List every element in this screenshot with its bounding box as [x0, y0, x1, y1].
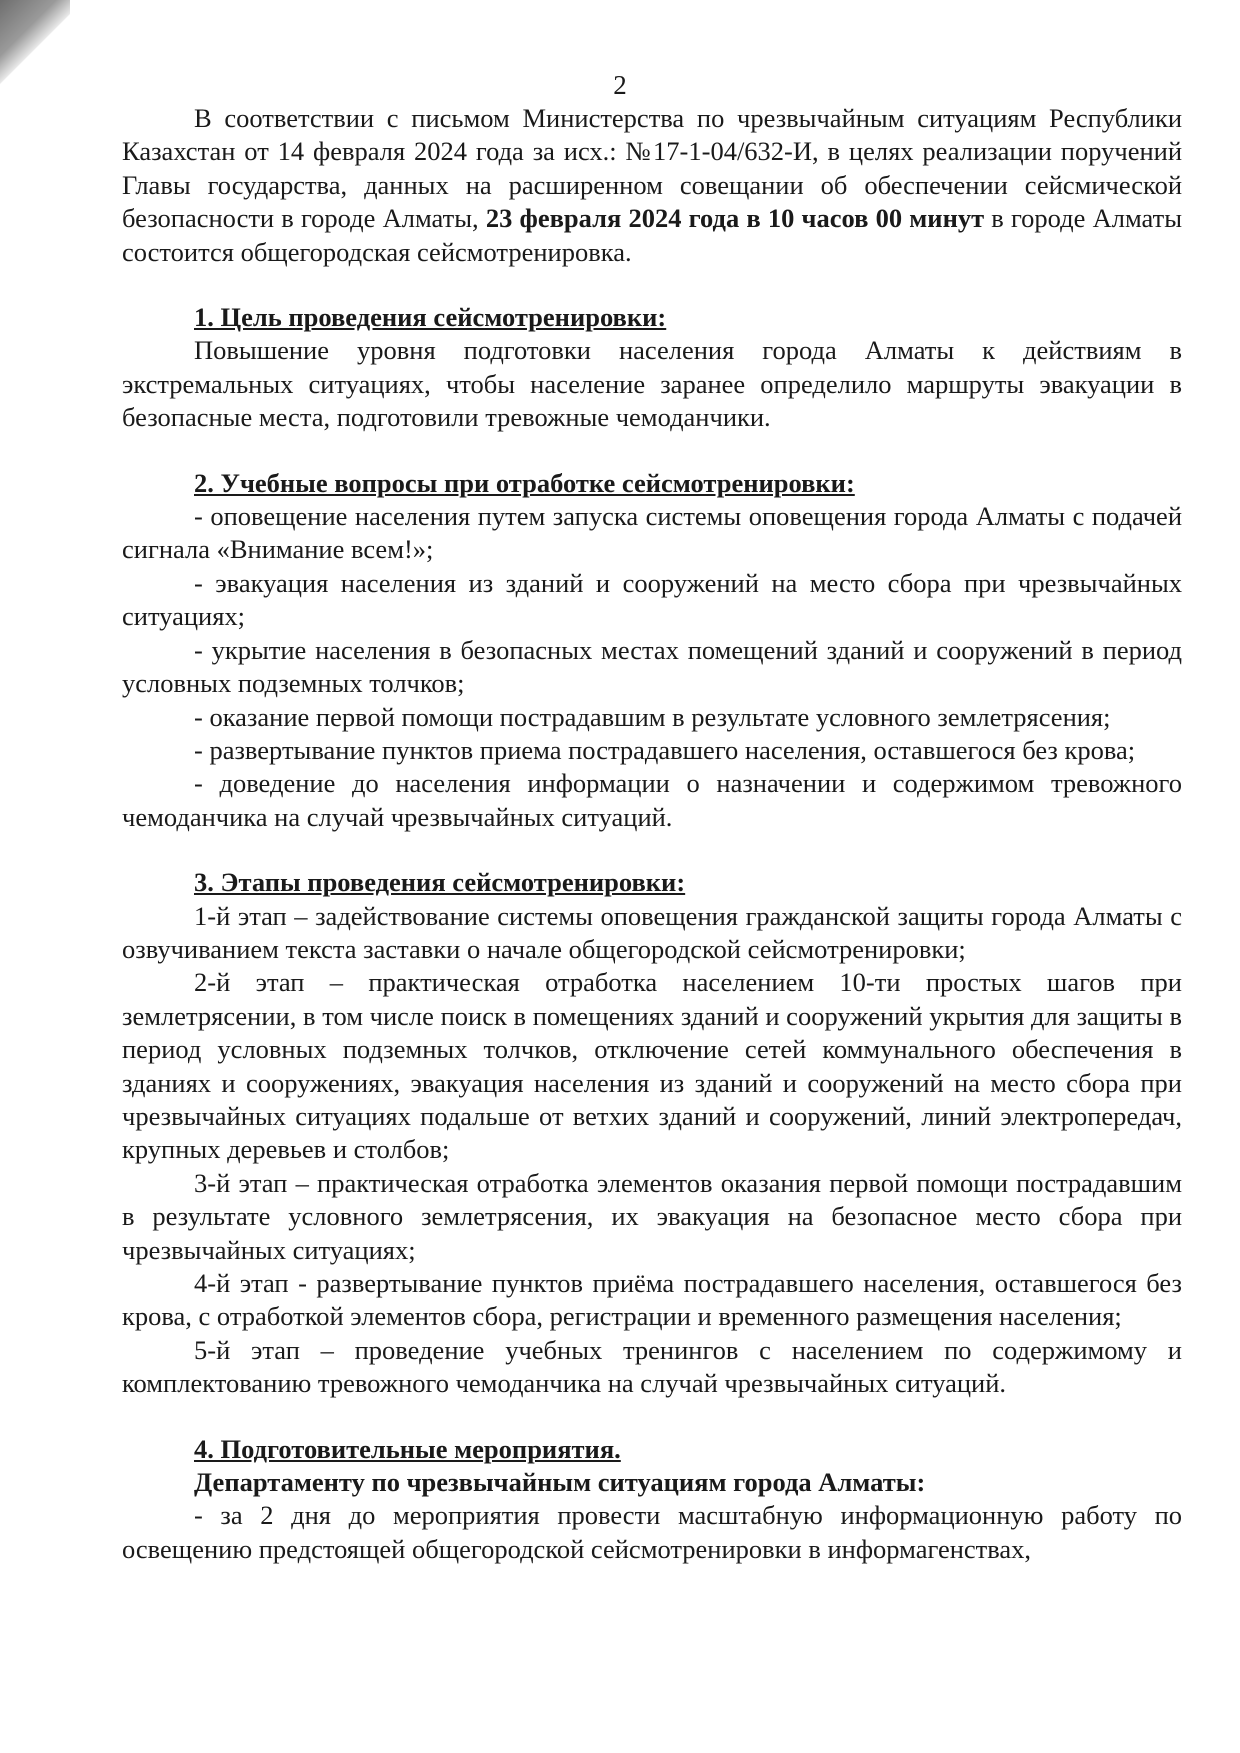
section-3-item: 2-й этап – практическая отработка населением 10-ти простых шагов при землетрясении, в том числе поиск в помещениях зданий и сооружений укрытия для защиты в период условных подземных толчков, отключение сетей коммунального обеспечения в зданиях и сооружениях, эвакуация населения из зданий и сооружений на место сбора при чрезвычайных ситуациях подальше от ветхих зданий и сооружений, линий электропередач, крупных деревьев и столбов;	[122, 967, 1182, 1165]
section-2-item: - оказание первой помощи пострадавшим в результате условного землетрясения;	[194, 701, 1111, 732]
section-2-item: - развертывание пунктов приема пострадавшего населения, оставшегося без крова;	[194, 734, 1136, 765]
intro-paragraph	[122, 102, 1182, 269]
section-3-item: 1-й этап – задействование системы оповещения гражданской защиты города Алматы с озвучиванием текста заставки о начале общегородской сейсмотренировки;	[122, 900, 1182, 964]
section-3-item: 3-й этап – практическая отработка элементов оказания первой помощи пострадавшим в результате условного землетрясения, их эвакуация на безопасное место сбора при чрезвычайных ситуациях;	[122, 1167, 1182, 1265]
document-body	[122, 102, 1182, 1566]
section-3-item: 5-й этап – проведение учебных тренингов с населением по содержимому и комплектованию тревожного чемоданчика на случай чрезвычайных ситуаций.	[122, 1334, 1182, 1399]
intro-text-1: В соответствии с письмом Министерства по чрезвычайным ситуациям Республики Казахстан от 14 февраля 2024 года за исх.: №17-1-04/632-И, в целях реализации поручений Главы государства, данных на расширенном совещании об обеспечении сейсмической безопасности в городе Алматы,	[122, 103, 1182, 234]
section-3-item: 4-й этап - развертывание пунктов приёма пострадавшего населения, оставшегося без крова, с отработкой элементов сбора, регистрации и временного размещения населения;	[122, 1268, 1182, 1332]
intro-date-time: 23 февраля 2024 года в 10 часов 00 минут	[485, 203, 985, 234]
section-4-item: - за 2 дня до мероприятия провести масштабную информационную работу по освещению предстоящей общегородской сейсмотренировки в информагенствах,	[122, 1500, 1182, 1564]
section-2-heading: 2. Учебные вопросы при отработке сейсмотренировки:	[194, 467, 855, 498]
page-number: 2	[613, 70, 627, 100]
intro-text-2: в городе Алматы состоится общегородская сейсмотренировка.	[122, 203, 1183, 267]
section-2-item: - оповещение населения путем запуска системы оповещения города Алматы с подачей сигнала «Внимание всем!»;	[122, 501, 1182, 565]
section-3-heading: 3. Этапы проведения сейсмотренировки:	[194, 867, 686, 898]
section-2-item: - эвакуация населения из зданий и сооружений на место сбора при чрезвычайных ситуациях;	[122, 567, 1182, 632]
section-2-item: - доведение до населения информации о назначении и содержимом тревожного чемоданчика на случай чрезвычайных ситуаций.	[122, 768, 1182, 832]
section-2-item: - укрытие населения в безопасных местах помещений зданий и сооружений в период условных подземных толчков;	[122, 634, 1182, 699]
section-4-heading: 4. Подготовительные мероприятия.	[194, 1433, 621, 1464]
section-1-heading: 1. Цель проведения сейсмотренировки:	[194, 302, 667, 333]
section-1-text: Повышение уровня подготовки населения города Алматы к действиям в экстремальных ситуациях, чтобы население заранее определило маршруты эвакуации в безопасные места, подготовили тревожные чемоданчики.	[122, 335, 1182, 433]
section-4-subheading: Департаменту по чрезвычайным ситуациям города Алматы:	[194, 1467, 926, 1498]
